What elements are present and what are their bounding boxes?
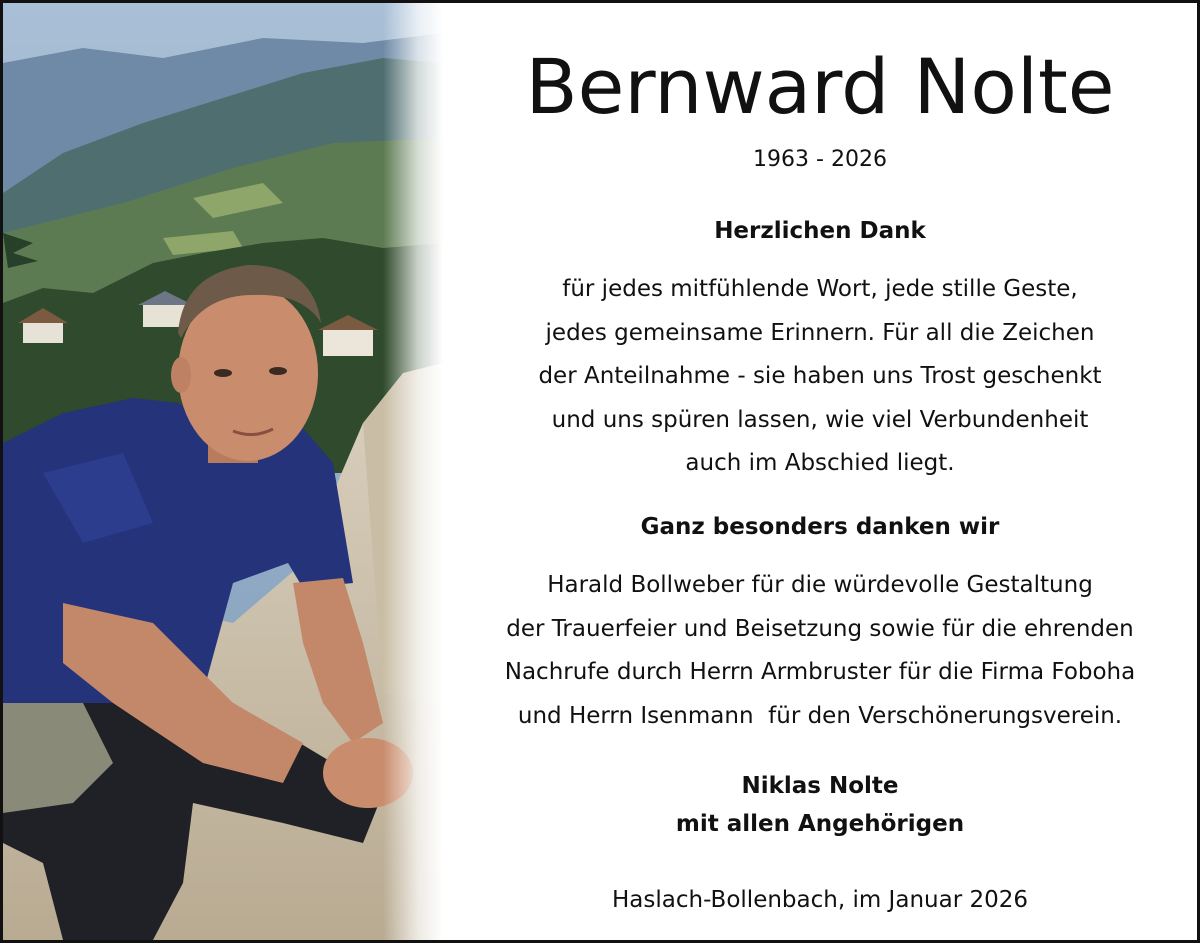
special-line: der Trauerfeier und Beisetzung sowie für die ehrenden <box>506 615 1134 642</box>
thanks-line: auch im Abschied liegt. <box>685 450 955 476</box>
thanks-paragraph <box>443 268 1197 486</box>
special-line: Nachrufe durch Herrn Armbruster für die Firma Foboha <box>504 659 1136 685</box>
thanks-line: jedes gemeinsame Erinnern. Für all die Zeichen <box>545 319 1095 346</box>
thanks-line: für jedes mitfühlende Wort, jede stille Geste, <box>562 276 1078 302</box>
signature-name: Niklas Nolte <box>741 773 899 799</box>
notice-text-column <box>443 3 1197 940</box>
deceased-name: Bernward Nolte <box>525 42 1115 131</box>
house <box>23 321 63 343</box>
house <box>323 328 373 356</box>
heading-special-thanks: Ganz besonders danken wir <box>640 514 1000 540</box>
signature-family: mit allen Angehörigen <box>675 811 965 837</box>
signature <box>443 767 1197 843</box>
life-years: 1963 - 2026 <box>753 147 887 172</box>
place-and-date: Haslach-Bollenbach, im Januar 2026 <box>612 887 1028 913</box>
heading-thanks: Herzlichen Dank <box>714 218 926 244</box>
portrait-photo <box>3 3 443 940</box>
thanks-line: der Anteilnahme - sie haben uns Trost geschenkt <box>538 363 1102 389</box>
special-line: Harald Bollweber für die würdevolle Gestaltung <box>547 572 1093 598</box>
portrait-illustration <box>3 3 443 940</box>
special-line: und Herrn Isenmann für den Verschönerungsverein. <box>517 702 1123 729</box>
hands <box>323 738 413 808</box>
special-thanks-paragraph <box>443 564 1197 738</box>
thanks-line: und uns spüren lassen, wie viel Verbundenheit <box>551 406 1089 433</box>
